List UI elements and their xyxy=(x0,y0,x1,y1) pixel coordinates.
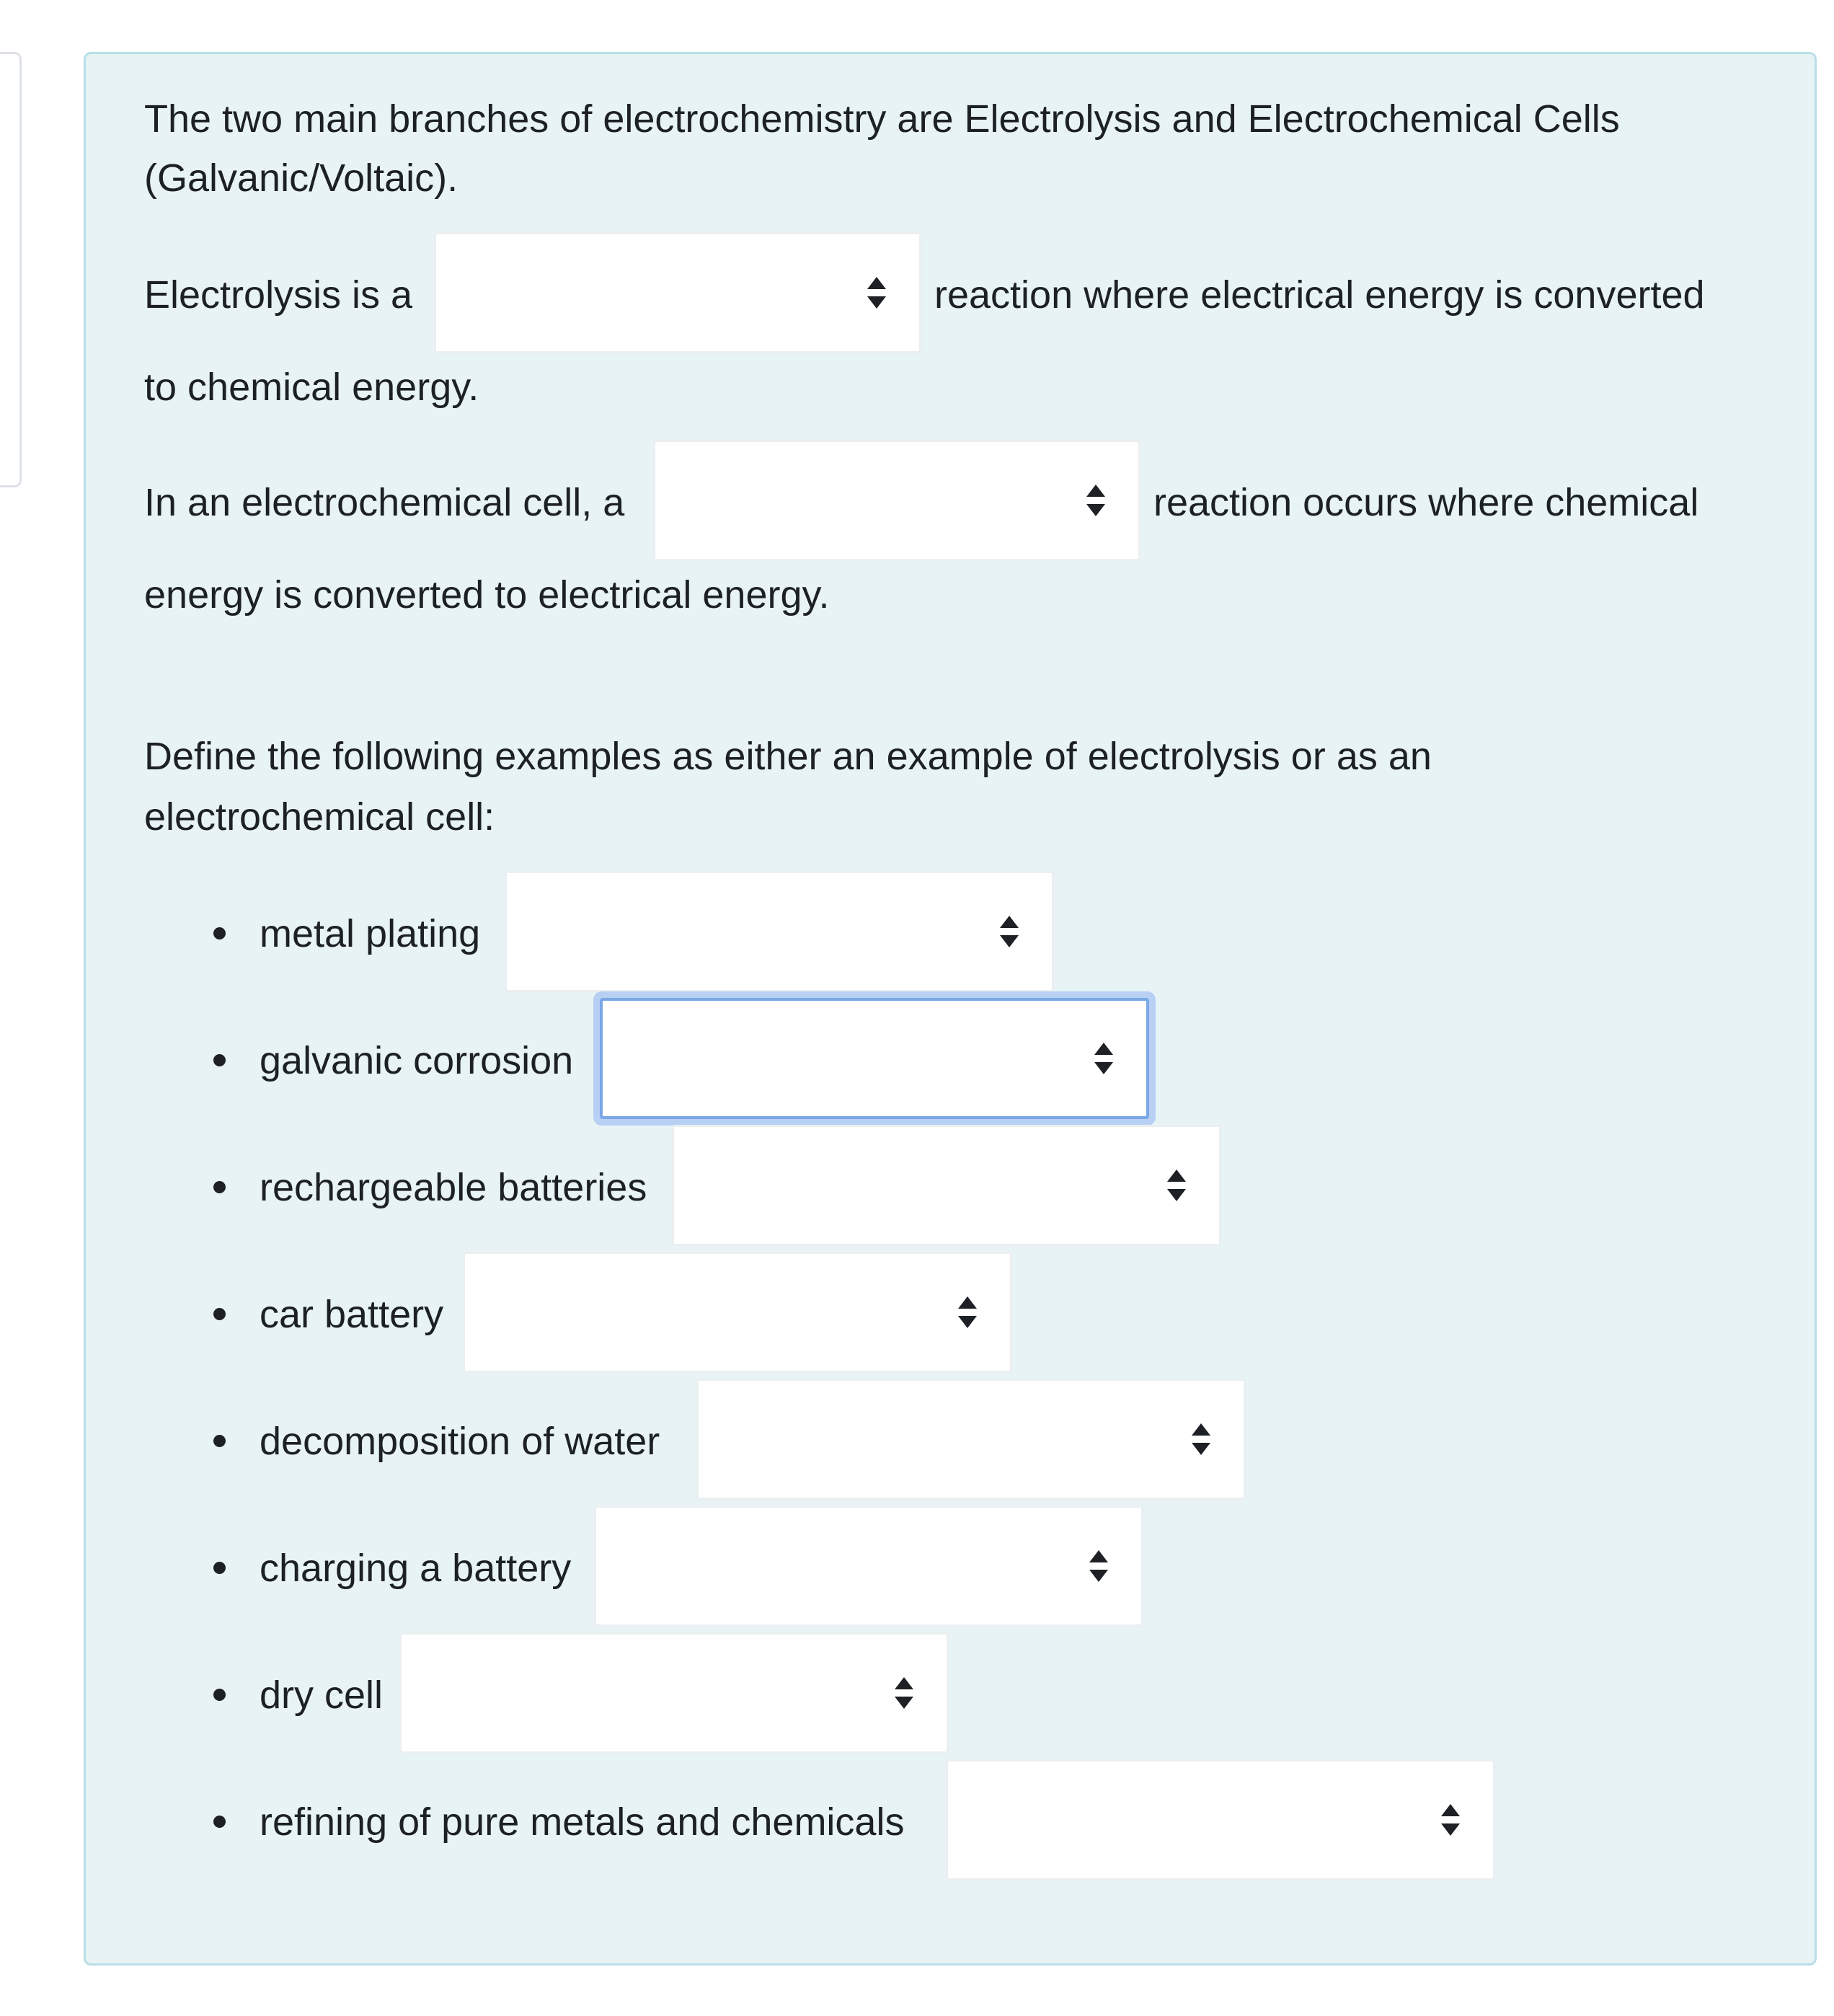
item-label: metal plating xyxy=(260,912,481,955)
select-arrows-icon xyxy=(1440,1803,1461,1837)
item-select-decomposition-of-water[interactable] xyxy=(696,1379,1246,1500)
item-label: galvanic corrosion xyxy=(260,1039,574,1082)
bullet xyxy=(213,1562,226,1574)
item-label: refining of pure metals and chemicals xyxy=(260,1800,905,1844)
bullet xyxy=(213,1689,226,1701)
select-arrows-icon xyxy=(1190,1422,1212,1456)
item-label: rechargeable batteries xyxy=(260,1166,647,1209)
item-label: decomposition of water xyxy=(260,1420,660,1463)
bullet xyxy=(213,1816,226,1828)
item-select-charging-a-battery[interactable] xyxy=(594,1506,1143,1627)
item-label: charging a battery xyxy=(260,1547,572,1590)
q2-text-before: In an electrochemical cell, a xyxy=(144,481,625,524)
bullet xyxy=(213,1181,226,1193)
q2-reaction-type-select[interactable] xyxy=(653,440,1140,561)
bullet xyxy=(213,1435,226,1447)
item-label: dry cell xyxy=(260,1674,384,1717)
select-arrows-icon xyxy=(957,1295,978,1330)
q1-reaction-type-select[interactable] xyxy=(434,232,921,353)
intro-line-1: The two main branches of electrochemistry are Electrolysis and Electrochemical Cells xyxy=(144,97,1620,141)
select-arrows-icon xyxy=(1166,1168,1187,1203)
item-select-refining-of-pure-metals[interactable] xyxy=(946,1759,1495,1880)
q1-text-before: Electrolysis is a xyxy=(144,273,413,317)
select-arrows-icon xyxy=(1093,1041,1115,1076)
item-label: car battery xyxy=(260,1293,444,1336)
select-arrows-icon xyxy=(1085,483,1107,518)
item-select-metal-plating[interactable] xyxy=(505,871,1054,992)
item-select-dry-cell[interactable] xyxy=(399,1632,949,1754)
intro-line-2: (Galvanic/Voltaic). xyxy=(144,156,458,200)
select-arrows-icon xyxy=(866,275,887,310)
item-select-rechargeable-batteries[interactable] xyxy=(672,1125,1221,1246)
q2-text-after: reaction occurs where chemical xyxy=(1153,481,1699,524)
instructions-line-2: electrochemical cell: xyxy=(144,795,495,839)
select-arrows-icon xyxy=(1088,1549,1109,1583)
bullet xyxy=(213,1308,226,1320)
item-select-car-battery[interactable] xyxy=(463,1252,1012,1373)
bullet xyxy=(213,927,226,940)
select-arrows-icon xyxy=(893,1676,915,1710)
select-arrows-icon xyxy=(998,914,1020,949)
bullet xyxy=(213,1054,226,1066)
q1-text-after: reaction where electrical energy is converted xyxy=(934,273,1705,317)
item-select-galvanic-corrosion[interactable] xyxy=(600,998,1149,1119)
q2-text-line-2: energy is converted to electrical energy. xyxy=(144,573,830,616)
instructions-line-1: Define the following examples as either an example of electrolysis or as an xyxy=(144,735,1432,778)
q1-text-line-2: to chemical energy. xyxy=(144,366,479,409)
side-panel xyxy=(0,52,22,487)
